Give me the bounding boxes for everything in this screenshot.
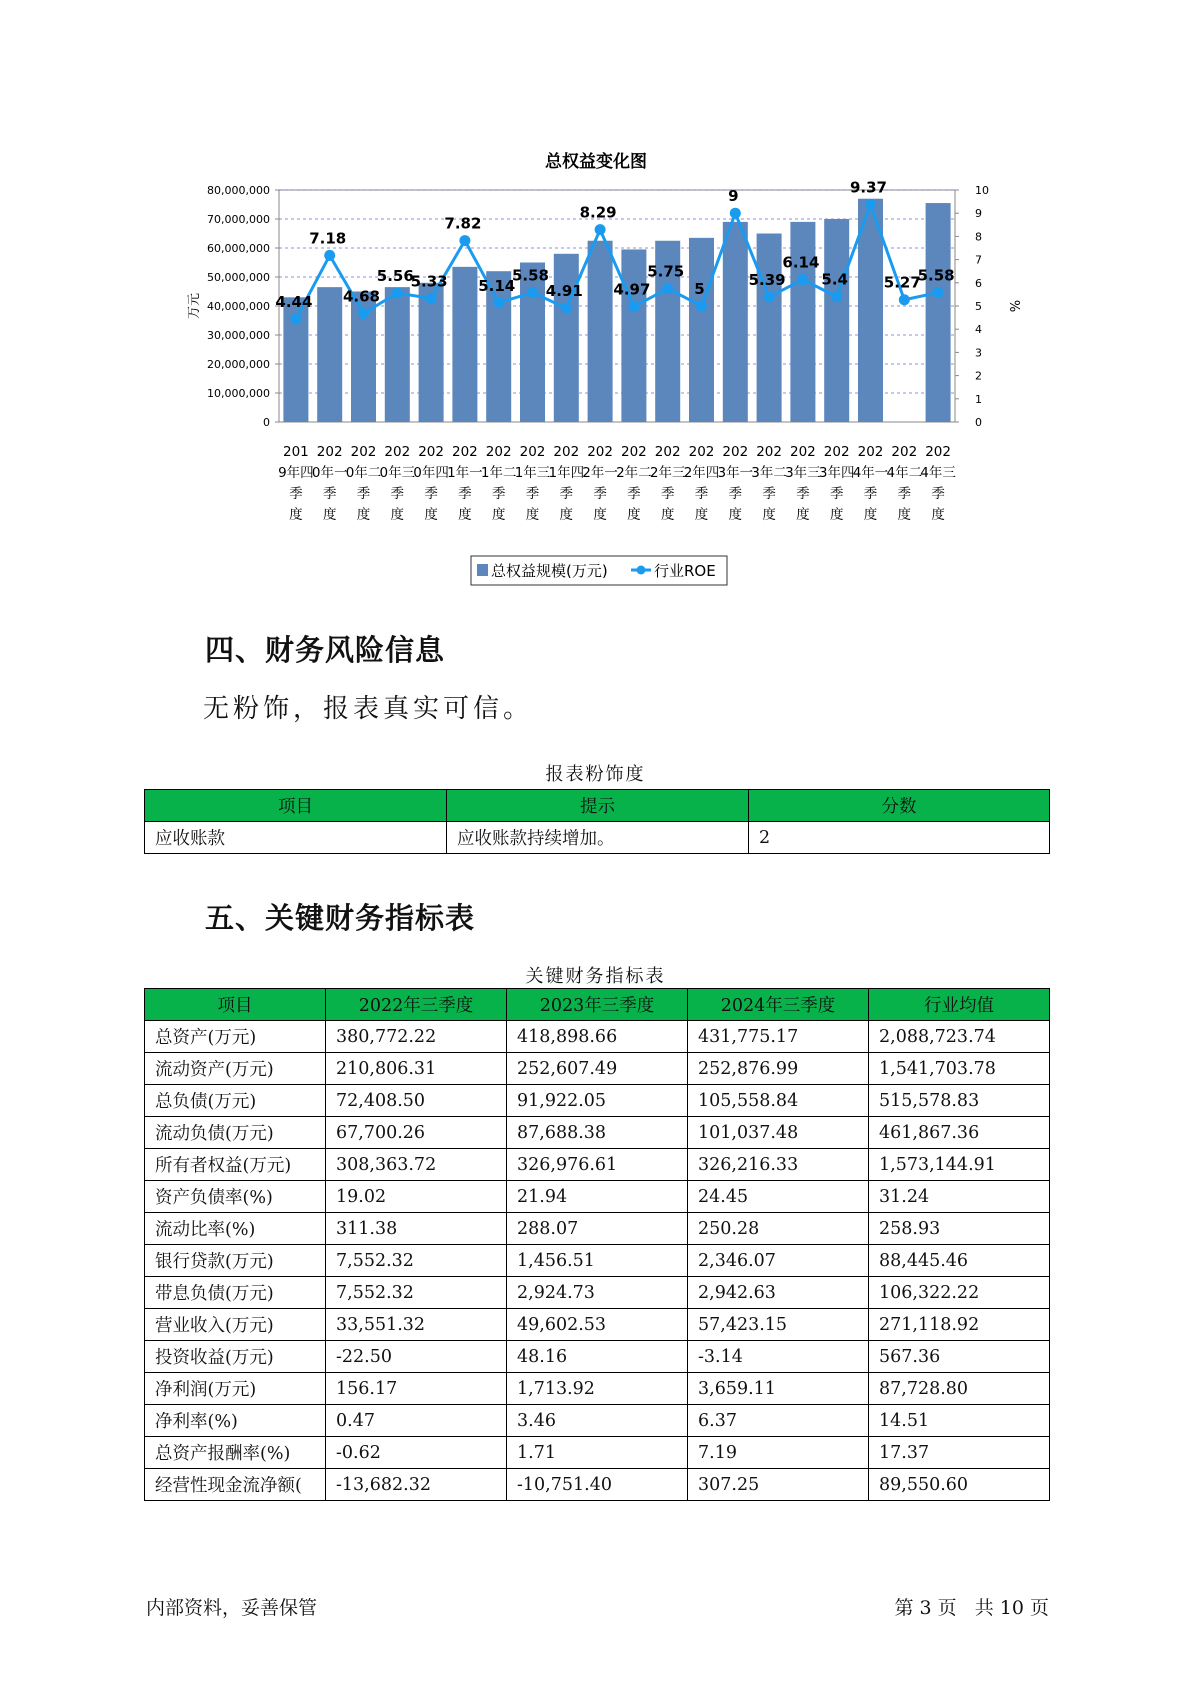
roe-point [595, 224, 606, 235]
table-cell: 250.28 [688, 1213, 869, 1245]
y-tick-label: 70,000,000 [207, 213, 270, 226]
bar [317, 287, 342, 422]
table-cell: 2,088,723.74 [869, 1021, 1050, 1053]
table-cell: 252,607.49 [507, 1053, 688, 1085]
table-cell: 31.24 [869, 1181, 1050, 1213]
x-tick-label: 202 0年四季度 [413, 444, 449, 523]
table-cell: -0.62 [326, 1437, 507, 1469]
bar [554, 254, 579, 422]
table-cell: 投资收益(万元) [145, 1341, 326, 1373]
table-cell: 带息负债(万元) [145, 1277, 326, 1309]
roe-point [459, 235, 470, 246]
data-label: 5.58 [917, 266, 955, 285]
y2-tick-label: 4 [975, 323, 982, 337]
table-cell: 0.47 [326, 1405, 507, 1437]
y2-tick-label: 5 [975, 300, 982, 313]
roe-point [899, 294, 910, 305]
x-tick-label: 202 1年四季度 [548, 444, 585, 523]
roe-point [730, 208, 741, 219]
table-cell: 应收账款持续增加。 [447, 822, 749, 854]
table-row [145, 1405, 1050, 1437]
table-cell: 567.36 [869, 1341, 1050, 1373]
table-cell: 净利率(%) [145, 1405, 326, 1437]
table-cell: 营业收入(万元) [145, 1309, 326, 1341]
legend-line-marker [637, 566, 646, 575]
table-row [145, 1053, 1050, 1085]
table1-caption: 报表粉饰度 [545, 764, 646, 785]
roe-point [527, 287, 538, 298]
table-cell: 应收账款 [145, 822, 447, 854]
table-cell: 380,772.22 [326, 1021, 507, 1053]
roe-point [290, 313, 301, 324]
table-row [145, 1149, 1050, 1181]
y-tick-label: 30,000,000 [207, 329, 270, 342]
data-label: 9 [728, 187, 739, 206]
y-tick-label: 80,000,000 [207, 184, 270, 197]
table-cell: 431,775.17 [688, 1021, 869, 1053]
key-financial-indicators-table [144, 988, 1050, 1501]
table-cell: 总资产报酬率(%) [145, 1437, 326, 1469]
table-cell: 67,700.26 [326, 1117, 507, 1149]
legend-line-label: 行业ROE [654, 562, 716, 580]
table-cell: 311.38 [326, 1213, 507, 1245]
roe-point [493, 297, 504, 308]
table-row [145, 1117, 1050, 1149]
x-tick-label: 202 2年三季度 [649, 444, 686, 523]
table-cell: 418,898.66 [507, 1021, 688, 1053]
bar [926, 203, 951, 422]
table-cell: 156.17 [326, 1373, 507, 1405]
x-tick-label: 202 4年一季度 [852, 444, 889, 523]
table-cell: 87,728.80 [869, 1373, 1050, 1405]
roe-point [764, 291, 775, 302]
table-cell: 288.07 [507, 1213, 688, 1245]
table-cell: 7.19 [688, 1437, 869, 1469]
column-header: 2024年三季度 [688, 989, 869, 1021]
table-cell: 271,118.92 [869, 1309, 1050, 1341]
table-cell: 326,976.61 [507, 1149, 688, 1181]
bar [824, 219, 849, 422]
data-label: 9.37 [849, 178, 888, 197]
table-cell: 3.46 [507, 1405, 688, 1437]
table-cell: 总资产(万元) [145, 1021, 326, 1053]
table-cell: 2,346.07 [688, 1245, 869, 1277]
y-tick-label: 40,000,000 [207, 300, 270, 313]
table-cell: 流动资产(万元) [145, 1053, 326, 1085]
roe-point [933, 287, 944, 298]
data-label: 7.82 [444, 214, 482, 233]
x-tick-label: 202 0年三季度 [379, 444, 416, 523]
table-cell: 总负债(万元) [145, 1085, 326, 1117]
table-cell: -13,682.32 [326, 1469, 507, 1501]
data-label: 5.4 [821, 270, 848, 289]
data-label: 8.29 [579, 203, 617, 222]
column-header: 行业均值 [869, 989, 1050, 1021]
table-cell: 252,876.99 [688, 1053, 869, 1085]
y2-tick-label: 9 [975, 207, 982, 221]
y-tick-label: 20,000,000 [207, 358, 270, 371]
table-cell: 19.02 [326, 1181, 507, 1213]
data-label: 5.39 [748, 270, 786, 289]
footer-left: 内部资料，妥善保管 [146, 1597, 318, 1619]
table-cell: 48.16 [507, 1341, 688, 1373]
y2-tick-label: 0 [975, 416, 982, 429]
table-cell: 106,322.22 [869, 1277, 1050, 1309]
x-tick-label: 202 3年四季度 [818, 444, 855, 523]
y-tick-label: 10,000,000 [207, 387, 270, 400]
legend-bar-label: 总权益规模(万元) [491, 562, 608, 580]
table-header-row [145, 989, 1050, 1021]
data-label: 4.44 [275, 292, 313, 311]
column-header: 提示 [447, 790, 749, 822]
roe-point [324, 250, 335, 261]
y2-tick-label: 10 [975, 184, 989, 197]
table-cell: 1,456.51 [507, 1245, 688, 1277]
table-row [145, 1213, 1050, 1245]
y-tick-label: 0 [263, 416, 270, 429]
table-cell: 101,037.48 [688, 1117, 869, 1149]
table-cell: 流动比率(%) [145, 1213, 326, 1245]
x-tick-label: 202 1年三季度 [514, 444, 551, 523]
roe-point [628, 301, 639, 312]
table-cell: -10,751.40 [507, 1469, 688, 1501]
footer-page-number: 第 3 页 共 10 页 [894, 1597, 1049, 1619]
table-cell: 1,541,703.78 [869, 1053, 1050, 1085]
table-row [145, 1181, 1050, 1213]
table-cell: 所有者权益(万元) [145, 1149, 326, 1181]
x-tick-label: 202 3年二季度 [751, 444, 787, 523]
roe-point [831, 291, 842, 302]
column-header: 2022年三季度 [326, 989, 507, 1021]
table-cell: 净利润(万元) [145, 1373, 326, 1405]
table-row [145, 1469, 1050, 1501]
table-cell: 7,552.32 [326, 1245, 507, 1277]
table-cell: 307.25 [688, 1469, 869, 1501]
table-cell: 24.45 [688, 1181, 869, 1213]
table-cell: 17.37 [869, 1437, 1050, 1469]
table-cell: 88,445.46 [869, 1245, 1050, 1277]
roe-point [797, 274, 808, 285]
table-cell: 2,942.63 [688, 1277, 869, 1309]
bar [588, 241, 613, 422]
table-cell: 3,659.11 [688, 1373, 869, 1405]
window-dressing-table [144, 789, 1050, 854]
table-row [145, 1373, 1050, 1405]
roe-point [358, 308, 369, 319]
x-tick-label: 202 2年四季度 [683, 444, 720, 523]
x-tick-label: 202 1年二季度 [480, 444, 517, 523]
table-row [145, 1437, 1050, 1469]
legend-bar-swatch [477, 564, 488, 576]
table-cell: 89,550.60 [869, 1469, 1050, 1501]
bar [689, 238, 714, 422]
column-header: 2023年三季度 [507, 989, 688, 1021]
table-cell: 6.37 [688, 1405, 869, 1437]
table-cell: 57,423.15 [688, 1309, 869, 1341]
table-row [145, 822, 1050, 854]
table-cell: -22.50 [326, 1341, 507, 1373]
table-cell: 2 [749, 822, 1050, 854]
y-tick-label: 50,000,000 [207, 271, 270, 284]
data-label: 5.75 [647, 262, 685, 281]
bar [385, 287, 410, 422]
y2-tick-label: 6 [975, 276, 982, 290]
table-cell: 流动负债(万元) [145, 1117, 326, 1149]
table-cell: 461,867.36 [869, 1117, 1050, 1149]
data-label: 4.68 [342, 287, 381, 306]
table-cell: 1.71 [507, 1437, 688, 1469]
bar [520, 263, 545, 423]
table-cell: 资产负债率(%) [145, 1181, 326, 1213]
table-header-row [145, 790, 1050, 822]
data-label: 4.97 [613, 280, 651, 299]
table-row [145, 1341, 1050, 1373]
data-label: 5.14 [478, 276, 516, 295]
y-tick-label: 60,000,000 [207, 242, 270, 255]
table-row [145, 1085, 1050, 1117]
x-tick-label: 202 3年三季度 [785, 444, 821, 523]
y2-tick-label: 7 [975, 253, 982, 267]
roe-point [865, 199, 876, 210]
data-label: 5.27 [883, 273, 921, 292]
y2-tick-label: 3 [975, 346, 982, 360]
table-cell: 7,552.32 [326, 1277, 507, 1309]
bar [790, 222, 815, 422]
bar [452, 267, 477, 422]
table-cell: 326,216.33 [688, 1149, 869, 1181]
data-label: 5 [694, 280, 705, 298]
roe-point [662, 283, 673, 294]
table-cell: 515,578.83 [869, 1085, 1050, 1117]
data-label: 5.56 [376, 267, 414, 286]
table-cell: 银行贷款(万元) [145, 1245, 326, 1277]
x-tick-label: 202 4年二季度 [886, 444, 923, 523]
y2-tick-label: 8 [975, 230, 982, 244]
table-cell: 49,602.53 [507, 1309, 688, 1341]
table-cell: 308,363.72 [326, 1149, 507, 1181]
roe-point [426, 293, 437, 304]
table-row [145, 1309, 1050, 1341]
table-cell: 21.94 [507, 1181, 688, 1213]
data-label: 7.18 [309, 229, 347, 248]
section4-heading: 四、财务风险信息 [205, 633, 446, 667]
roe-point [696, 301, 707, 312]
table-cell: 2,924.73 [507, 1277, 688, 1309]
table-row [145, 1245, 1050, 1277]
table-cell: 210,806.31 [326, 1053, 507, 1085]
table-cell: 87,688.38 [507, 1117, 688, 1149]
table-row [145, 1277, 1050, 1309]
table-cell: 14.51 [869, 1405, 1050, 1437]
table-cell: 105,558.84 [688, 1085, 869, 1117]
x-tick-label: 202 0年一季度 [311, 444, 348, 523]
bar [757, 234, 782, 423]
data-label: 5.33 [410, 272, 448, 291]
section4-paragraph: 无粉饰，报表真实可信。 [203, 694, 534, 724]
x-tick-label: 201 9年四季度 [278, 444, 314, 523]
table-row [145, 1021, 1050, 1053]
x-tick-label: 202 2年一季度 [582, 444, 618, 523]
roe-point [392, 288, 403, 299]
table-cell: -3.14 [688, 1341, 869, 1373]
table-cell: 33,551.32 [326, 1309, 507, 1341]
y2-tick-label: 2 [975, 369, 982, 383]
table-cell: 经营性现金流净额( [145, 1469, 326, 1501]
roe-point [561, 303, 572, 314]
y-axis-label: 万元 [187, 292, 202, 320]
data-label: 6.14 [782, 253, 820, 272]
y2-tick-label: 1 [975, 392, 982, 406]
bar [621, 249, 646, 422]
table-cell: 91,922.05 [507, 1085, 688, 1117]
column-header: 项目 [145, 989, 326, 1021]
chart-title: 总权益变化图 [545, 152, 647, 172]
x-tick-label: 202 0年二季度 [345, 444, 382, 523]
section5-heading: 五、关键财务指标表 [205, 901, 476, 935]
x-tick-label: 202 3年一季度 [717, 444, 754, 523]
bar [723, 222, 748, 422]
table-cell: 258.93 [869, 1213, 1050, 1245]
y2-axis-label: % [1006, 299, 1021, 313]
table-cell: 1,713.92 [507, 1373, 688, 1405]
data-label: 4.91 [545, 282, 583, 301]
table2-caption: 关键财务指标表 [525, 966, 666, 987]
x-tick-label: 202 4年三季度 [920, 444, 956, 523]
table-cell: 1,573,144.91 [869, 1149, 1050, 1181]
data-label: 5.58 [511, 266, 550, 285]
column-header: 项目 [145, 790, 447, 822]
equity-chart [0, 0, 1191, 600]
column-header: 分数 [749, 790, 1050, 822]
x-tick-label: 202 1年一季度 [447, 444, 483, 523]
table-cell: 72,408.50 [326, 1085, 507, 1117]
x-tick-label: 202 2年二季度 [616, 444, 652, 523]
